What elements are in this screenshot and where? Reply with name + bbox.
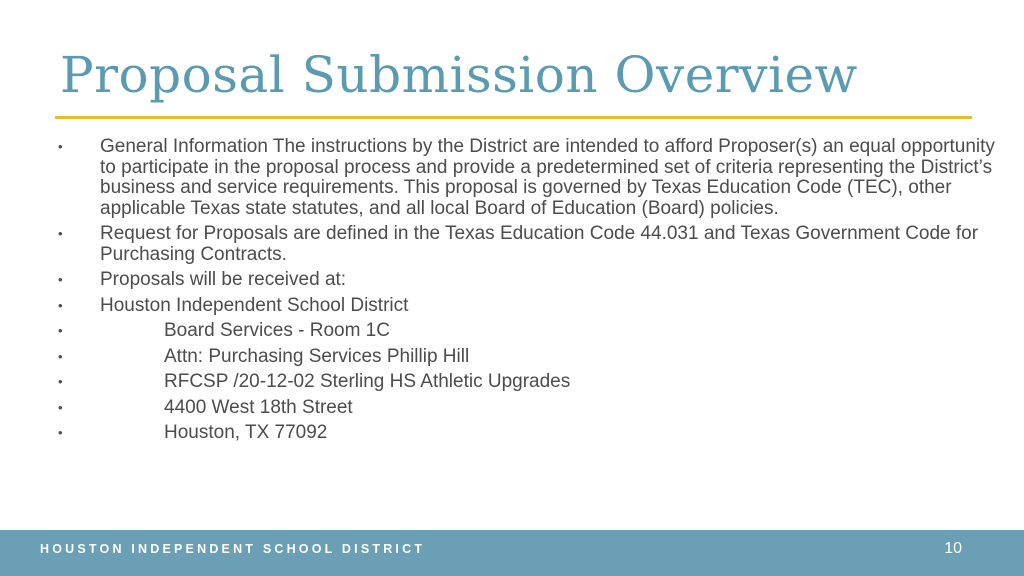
bullet-dot: •	[58, 399, 63, 415]
footer-bar	[0, 530, 1024, 576]
bullet-dot: •	[58, 374, 63, 389]
bullet-text: Board Services - Room 1C	[164, 320, 390, 341]
bullet-item	[0, 372, 1000, 393]
bullet-item	[0, 224, 1000, 265]
bullet-dot: •	[58, 348, 63, 364]
bullet-dot: •	[58, 425, 63, 440]
slide-title: Proposal Submission Overview	[60, 46, 858, 104]
bullet-dot: •	[58, 226, 63, 241]
bullet-item	[0, 347, 1000, 368]
footer-district-name: HOUSTON INDEPENDENT SCHOOL DISTRICT	[40, 542, 426, 556]
bullet-text: Request for Proposals are defined in the Texas Education Code 44.031 and Texas Government Code for Purchasing Contracts.	[100, 223, 979, 265]
bullet-item	[0, 296, 1000, 317]
bullet-text: Houston, TX 77092	[164, 422, 328, 443]
title-underline	[55, 116, 972, 119]
bullet-text: RFCSP /20-12-02 Sterling HS Athletic Upgrades	[164, 371, 571, 392]
bullet-item	[0, 321, 1000, 342]
bullet-dot: •	[58, 323, 63, 338]
bullet-text: General Information The instructions by the District are intended to afford Proposer(s) an equal opportunity to participate in the proposal process and provide a predetermined set of criteria representing the District’s business and service requirements. This proposal is governed by Texas Education Code (TEC), other applicable Texas state statutes, and all local Board of Education (Board) policies.	[100, 136, 995, 219]
bullet-item	[0, 398, 1000, 419]
bullet-list	[0, 137, 1000, 449]
bullet-dot: •	[58, 297, 63, 313]
bullet-dot: •	[58, 272, 63, 287]
bullet-text: 4400 West 18th Street	[164, 396, 353, 418]
page-number: 10	[944, 540, 962, 557]
bullet-item	[0, 270, 1000, 291]
bullet-text: Houston Independent School District	[100, 294, 409, 316]
bullet-item	[0, 423, 1000, 444]
bullet-text: Attn: Purchasing Services Phillip Hill	[164, 345, 470, 367]
bullet-item	[0, 137, 1000, 219]
bullet-text: Proposals will be received at:	[100, 269, 347, 290]
bullet-dot: •	[58, 139, 63, 154]
